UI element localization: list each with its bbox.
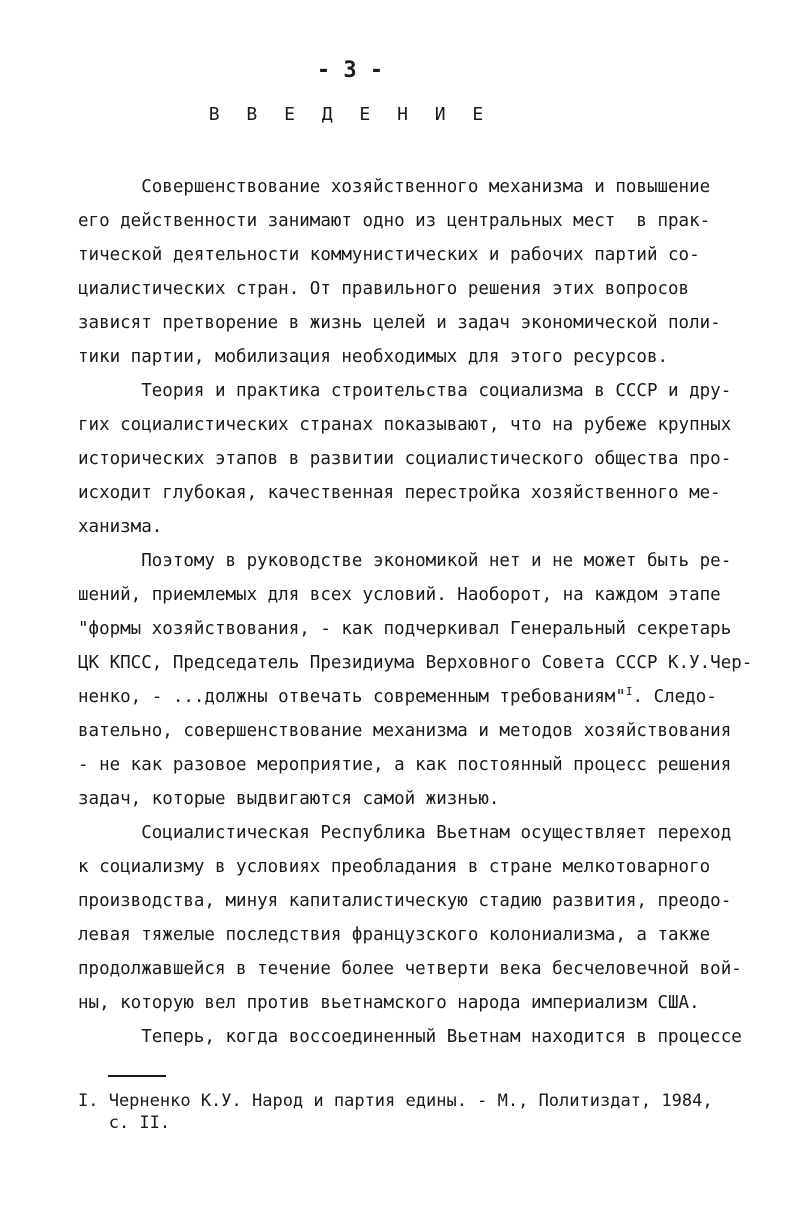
text-line: исходит глубокая, качественная перестройка хозяйственного ме- (78, 483, 721, 503)
text-line: к социализму в условиях преобладания в стране мелкотоварного (78, 857, 711, 877)
text-line: Поэтому в руководстве экономикой нет и не может быть ре- (78, 551, 732, 571)
text-line-with-footnote (78, 680, 758, 714)
text-line: циалистических стран. От правильного решения этих вопросов (78, 279, 690, 299)
text-line: Теория и практика строительства социализма в СССР и дру- (78, 381, 732, 401)
text-line: - не как разовое мероприятие, а как постоянный процесс решения (78, 755, 732, 775)
text-line: Социалистическая Республика Вьетнам осуществляет переход (78, 823, 732, 843)
text-line: Теперь, когда воссоединенный Вьетнам находится в процессе (78, 1027, 742, 1047)
paragraph-5 (78, 1020, 758, 1054)
text-line: тики партии, мобилизация необходимых для этого ресурсов. (78, 347, 669, 367)
paragraph-2 (78, 374, 758, 544)
text-line: исторических этапов в развитии социалистического общества про- (78, 449, 732, 469)
text-line: ЦК КПСС, Председатель Президиума Верховного Совета СССР К.У.Чер- (78, 653, 753, 673)
text-line: производства, минуя капиталистическую стадию развития, преодо- (78, 891, 732, 911)
footnote-divider (108, 1075, 166, 1077)
footnote-line: с. II. (78, 1113, 171, 1133)
text-line: "формы хозяйствования, - как подчеркивал Генеральный секретарь (78, 619, 732, 639)
paragraph-1 (78, 170, 758, 374)
footnote-line: I. Черненко К.У. Народ и партия едины. - М., Политиздат, 1984, (78, 1091, 713, 1111)
body-text (78, 170, 758, 1054)
text-line: шений, приемлемых для всех условий. Наоборот, на каждом этапе (78, 585, 721, 605)
text-line: гих социалистических странах показывают, что на рубеже крупных (78, 415, 732, 435)
text-segment: ненко, - ...должны отвечать современным требованиям" (78, 687, 626, 707)
footnote (78, 1090, 768, 1134)
text-line: зависят претворение в жизнь целей и задач экономической поли- (78, 313, 721, 333)
paragraph-3 (78, 544, 758, 816)
footnote-reference: I (625, 685, 633, 699)
paragraph-4 (78, 816, 758, 1020)
text-line: продолжавшейся в течение более четверти века бесчеловечной вой- (78, 959, 742, 979)
text-line: ханизма. (78, 517, 163, 537)
text-line: вательно, совершенствование механизма и методов хозяйствования (78, 721, 732, 741)
text-line: ны, которую вел против вьетнамского народа империализм США. (78, 993, 700, 1013)
text-line: его действенности занимают одно из центральных мест в прак- (78, 211, 711, 231)
text-line: тической деятельности коммунистических и рабочих партий со- (78, 245, 700, 265)
section-heading: В В Е Д Е Н И Е (208, 104, 492, 125)
page-number: - 3 - (316, 58, 384, 83)
text-segment: . Следо- (632, 687, 717, 707)
text-line: левая тяжелые последствия французского колониализма, а также (78, 925, 711, 945)
text-line: Совершенствование хозяйственного механизма и повышение (78, 177, 711, 197)
text-line: задач, которые выдвигаются самой жизнью. (78, 789, 500, 809)
